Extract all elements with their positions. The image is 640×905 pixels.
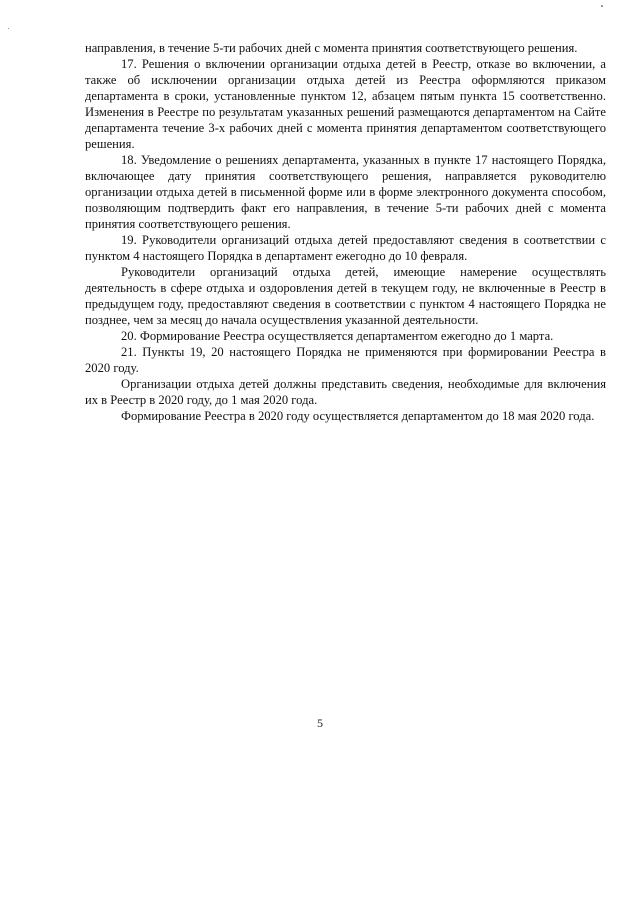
paragraph-20: 20. Формирование Реестра осуществляется департаментом ежегодно до 1 марта. <box>121 329 554 343</box>
scan-speck-top-right <box>601 5 603 7</box>
paragraph-19: 19. Руководители организаций отдыха детей предоставляют сведения в соответствии с пунктом 4 настоящего Порядка в департамент ежегодно до 10 февраля. <box>85 233 606 263</box>
paragraph-21: 21. Пункты 19, 20 настоящего Порядка не применяются при формировании Реестра в 2020 году. <box>85 345 606 375</box>
page-number: 5 <box>317 716 323 730</box>
paragraph-21-third: Формирование Реестра в 2020 году осуществляется департаментом до 18 мая 2020 года. <box>121 409 595 423</box>
paragraph-19-second: Руководители организаций отдыха детей, имеющие намерение осуществлять деятельность в сфере отдыха и оздоровления детей в текущем году, не включенные в Реестр в предыдущем году, предоставляют сведения в соответствии с пунктом 4 настоящего Порядка не позднее, чем за месяц до начала осуществления указанной деятельности. <box>85 265 606 327</box>
paragraph-18: 18. Уведомление о решениях департамента, указанных в пункте 17 настоящего Порядка, включающее дату принятия соответствующего решения, направляется руководителю организации отдыха детей в письменной форме или в форме электронного документа способом, позволяющим подтвердить факт его направления, в течение 5-ти рабочих дней с момента принятия соответствующего решения. <box>85 153 606 231</box>
paragraph-21-second: Организации отдыха детей должны представить сведения, необходимые для включения их в Реестр в 2020 году, до 1 мая 2020 года. <box>85 377 606 407</box>
scan-speck-top-left <box>8 28 9 29</box>
paragraph-17: 17. Решения о включении организации отдыха детей в Реестр, отказе во включении, а также об исключении организации отдыха детей из Реестра оформляются приказом департамента в сроки, установленные пунктом 12, абзацем пятым пункта 15 соответственно. Изменения в Реестре по результатам указанных решений размещаются департаментом на Сайте департамента течение 3-х рабочих дней с момента принятия департаментом соответствующего решения. <box>85 57 606 151</box>
paragraph-continuation: направления, в течение 5-ти рабочих дней с момента принятия соответствующего решения. <box>85 41 578 55</box>
document-body <box>85 40 606 424</box>
